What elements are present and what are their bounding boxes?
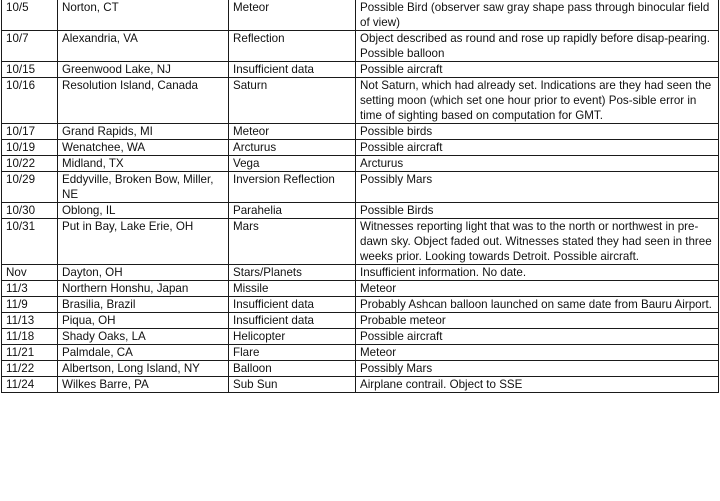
sighting-date-cell: 11/9 bbox=[2, 297, 58, 313]
sighting-date-cell: 10/19 bbox=[2, 140, 58, 156]
sighting-explanation-cell: Balloon bbox=[229, 361, 356, 377]
sighting-date-cell: 10/22 bbox=[2, 156, 58, 172]
sighting-explanation-cell: Saturn bbox=[229, 78, 356, 124]
sighting-date-cell: Nov bbox=[2, 265, 58, 281]
sighting-explanation-cell: Flare bbox=[229, 345, 356, 361]
table-row bbox=[2, 219, 719, 265]
table-row bbox=[2, 172, 719, 203]
sightings-table-body bbox=[2, 0, 719, 393]
sighting-location-cell: Resolution Island, Canada bbox=[58, 78, 229, 124]
sighting-notes-cell: Arcturus bbox=[356, 156, 719, 172]
sighting-date-cell: 11/18 bbox=[2, 329, 58, 345]
sighting-notes-cell: Meteor bbox=[356, 345, 719, 361]
sighting-explanation-cell: Insufficient data bbox=[229, 62, 356, 78]
sighting-date-cell: 10/17 bbox=[2, 124, 58, 140]
sighting-date-cell: 10/5 bbox=[2, 0, 58, 31]
table-row bbox=[2, 62, 719, 78]
sighting-location-cell: Alexandria, VA bbox=[58, 31, 229, 62]
sighting-location-cell: Albertson, Long Island, NY bbox=[58, 361, 229, 377]
sighting-date-cell: 10/7 bbox=[2, 31, 58, 62]
sighting-date-cell: 10/16 bbox=[2, 78, 58, 124]
sighting-location-cell: Brasilia, Brazil bbox=[58, 297, 229, 313]
sighting-location-cell: Norton, CT bbox=[58, 0, 229, 31]
sighting-notes-cell: Possible aircraft bbox=[356, 140, 719, 156]
sighting-explanation-cell: Parahelia bbox=[229, 203, 356, 219]
table-row bbox=[2, 361, 719, 377]
table-row bbox=[2, 313, 719, 329]
table-row bbox=[2, 156, 719, 172]
sighting-explanation-cell: Sub Sun bbox=[229, 377, 356, 393]
sighting-notes-cell: Possible Bird (observer saw gray shape pass through binocular field of view) bbox=[356, 0, 719, 31]
sighting-explanation-cell: Inversion Reflection bbox=[229, 172, 356, 203]
sighting-date-cell: 11/13 bbox=[2, 313, 58, 329]
sighting-location-cell: Midland, TX bbox=[58, 156, 229, 172]
sighting-location-cell: Greenwood Lake, NJ bbox=[58, 62, 229, 78]
table-row bbox=[2, 203, 719, 219]
sighting-date-cell: 10/30 bbox=[2, 203, 58, 219]
sighting-location-cell: Put in Bay, Lake Erie, OH bbox=[58, 219, 229, 265]
sighting-explanation-cell: Meteor bbox=[229, 0, 356, 31]
table-row bbox=[2, 345, 719, 361]
sighting-date-cell: 11/3 bbox=[2, 281, 58, 297]
sighting-explanation-cell: Meteor bbox=[229, 124, 356, 140]
sighting-location-cell: Piqua, OH bbox=[58, 313, 229, 329]
sighting-explanation-cell: Insufficient data bbox=[229, 297, 356, 313]
table-row bbox=[2, 281, 719, 297]
sighting-notes-cell: Possible birds bbox=[356, 124, 719, 140]
sighting-explanation-cell: Vega bbox=[229, 156, 356, 172]
table-row bbox=[2, 329, 719, 345]
sighting-explanation-cell: Missile bbox=[229, 281, 356, 297]
sighting-location-cell: Wenatchee, WA bbox=[58, 140, 229, 156]
sighting-notes-cell: Possible aircraft bbox=[356, 329, 719, 345]
sighting-location-cell: Northern Honshu, Japan bbox=[58, 281, 229, 297]
table-row bbox=[2, 377, 719, 393]
sighting-notes-cell: Airplane contrail. Object to SSE bbox=[356, 377, 719, 393]
sighting-date-cell: 11/22 bbox=[2, 361, 58, 377]
sighting-notes-cell: Possibly Mars bbox=[356, 361, 719, 377]
sighting-location-cell: Wilkes Barre, PA bbox=[58, 377, 229, 393]
table-row bbox=[2, 140, 719, 156]
sighting-notes-cell: Possible aircraft bbox=[356, 62, 719, 78]
table-row bbox=[2, 265, 719, 281]
sighting-location-cell: Oblong, IL bbox=[58, 203, 229, 219]
sighting-explanation-cell: Insufficient data bbox=[229, 313, 356, 329]
sighting-date-cell: 11/21 bbox=[2, 345, 58, 361]
table-row bbox=[2, 31, 719, 62]
sighting-notes-cell: Insufficient information. No date. bbox=[356, 265, 719, 281]
sighting-location-cell: Shady Oaks, LA bbox=[58, 329, 229, 345]
table-row bbox=[2, 124, 719, 140]
sighting-notes-cell: Object described as round and rose up rapidly before disap-pearing. Possible balloon bbox=[356, 31, 719, 62]
sighting-notes-cell: Not Saturn, which had already set. Indications are they had seen the setting moon (which set one hour prior to event) Pos-sible error in time of sighting based on computation for GMT. bbox=[356, 78, 719, 124]
sighting-explanation-cell: Reflection bbox=[229, 31, 356, 62]
table-row bbox=[2, 78, 719, 124]
table-row bbox=[2, 0, 719, 31]
sighting-notes-cell: Probable meteor bbox=[356, 313, 719, 329]
sighting-location-cell: Palmdale, CA bbox=[58, 345, 229, 361]
table-row bbox=[2, 297, 719, 313]
sighting-notes-cell: Meteor bbox=[356, 281, 719, 297]
sighting-explanation-cell: Stars/Planets bbox=[229, 265, 356, 281]
sighting-date-cell: 10/15 bbox=[2, 62, 58, 78]
sightings-table bbox=[1, 0, 719, 393]
sighting-notes-cell: Possibly Mars bbox=[356, 172, 719, 203]
sighting-date-cell: 10/29 bbox=[2, 172, 58, 203]
sighting-location-cell: Dayton, OH bbox=[58, 265, 229, 281]
sighting-explanation-cell: Mars bbox=[229, 219, 356, 265]
sighting-explanation-cell: Arcturus bbox=[229, 140, 356, 156]
sighting-notes-cell: Possible Birds bbox=[356, 203, 719, 219]
sighting-notes-cell: Witnesses reporting light that was to the north or northwest in pre-dawn sky. Object faded out. Witnesses stated they had seen in three weeks prior. Looking towards Detroit. Possible aircraft. bbox=[356, 219, 719, 265]
sighting-explanation-cell: Helicopter bbox=[229, 329, 356, 345]
sighting-date-cell: 11/24 bbox=[2, 377, 58, 393]
sighting-notes-cell: Probably Ashcan balloon launched on same date from Bauru Airport. bbox=[356, 297, 719, 313]
sighting-location-cell: Eddyville, Broken Bow, Miller, NE bbox=[58, 172, 229, 203]
sighting-date-cell: 10/31 bbox=[2, 219, 58, 265]
sighting-location-cell: Grand Rapids, MI bbox=[58, 124, 229, 140]
